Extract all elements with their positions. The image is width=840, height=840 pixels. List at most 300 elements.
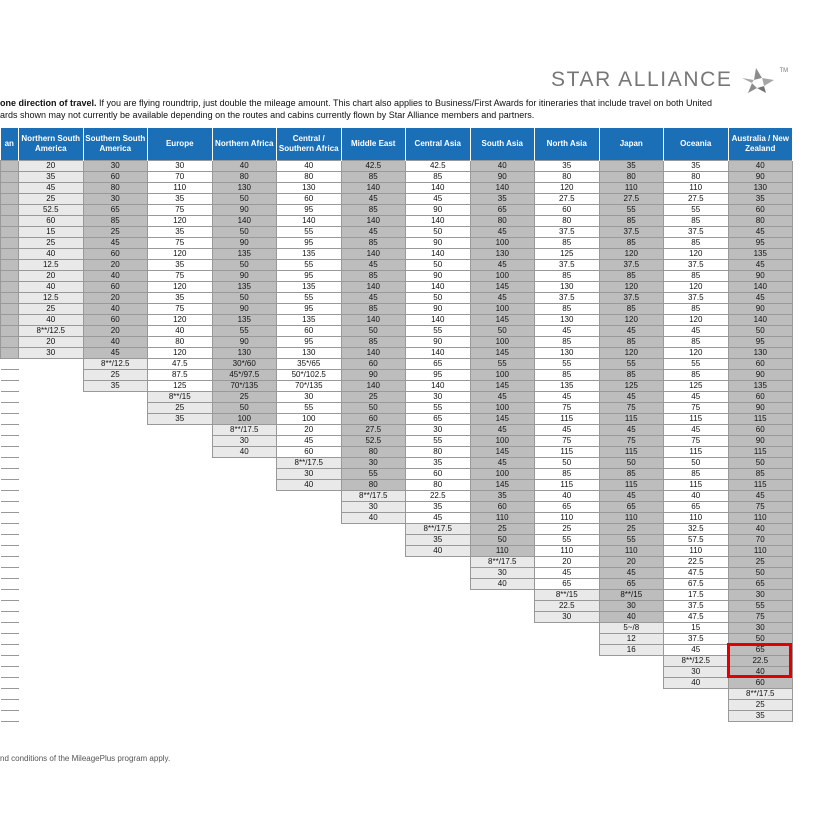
- footer-note: nd conditions of the MileagePlus program apply.: [0, 754, 171, 763]
- table-row: [1, 513, 793, 524]
- table-cell: 55: [212, 326, 277, 337]
- table-cell: 22.5: [664, 557, 729, 568]
- table-row: [1, 667, 793, 678]
- table-cell: 35: [728, 711, 793, 722]
- table-row: [1, 161, 793, 172]
- table-cell: 65: [535, 502, 600, 513]
- table-cell: [212, 667, 277, 678]
- table-cell: 110: [664, 183, 729, 194]
- table-cell: 40: [83, 337, 148, 348]
- table-cell: 120: [148, 216, 213, 227]
- table-cell: 22.5: [535, 601, 600, 612]
- column-header: Northern Africa: [212, 128, 277, 161]
- table-cell: 20: [19, 161, 84, 172]
- table-cell: 65: [406, 414, 471, 425]
- table-cell: 115: [599, 447, 664, 458]
- table-cell: [19, 359, 84, 370]
- table-cell: 65: [470, 205, 535, 216]
- table-cell: [470, 667, 535, 678]
- table-cell: 65: [406, 359, 471, 370]
- table-cell: 15: [664, 623, 729, 634]
- table-cell: 30: [277, 392, 342, 403]
- table-cell: [599, 711, 664, 722]
- table-cell: [83, 557, 148, 568]
- table-cell: 45: [19, 183, 84, 194]
- table-cell: [148, 689, 213, 700]
- table-cell: 110: [664, 546, 729, 557]
- table-cell: 55: [406, 403, 471, 414]
- table-cell: 45: [599, 568, 664, 579]
- table-cell: [148, 557, 213, 568]
- table-row: [1, 172, 793, 183]
- table-cell: 135: [535, 381, 600, 392]
- table-cell: 65: [728, 645, 793, 656]
- table-cell: [148, 436, 213, 447]
- table-cell: [1, 183, 19, 194]
- table-cell: [19, 700, 84, 711]
- table-cell: 120: [664, 282, 729, 293]
- table-cell: [341, 524, 406, 535]
- table-cell: [19, 370, 84, 381]
- table-cell: 80: [341, 480, 406, 491]
- table-cell: 90: [406, 271, 471, 282]
- table-cell: [83, 590, 148, 601]
- table-cell: [277, 513, 342, 524]
- table-row: [1, 293, 793, 304]
- table-cell: 140: [341, 249, 406, 260]
- table-cell: 8**/17.5: [212, 425, 277, 436]
- table-cell: [277, 557, 342, 568]
- table-cell: [148, 425, 213, 436]
- table-cell: 80: [535, 172, 600, 183]
- table-cell: [1, 601, 19, 612]
- table-cell: [406, 700, 471, 711]
- table-cell: 115: [599, 480, 664, 491]
- table-cell: [212, 656, 277, 667]
- table-cell: 55: [535, 535, 600, 546]
- table-cell: 120: [664, 348, 729, 359]
- table-cell: [277, 546, 342, 557]
- table-cell: [83, 469, 148, 480]
- table-cell: 75: [664, 436, 729, 447]
- table-cell: 40: [470, 161, 535, 172]
- table-cell: 40: [19, 315, 84, 326]
- table-cell: 85: [664, 304, 729, 315]
- table-cell: [277, 656, 342, 667]
- table-cell: 60: [83, 172, 148, 183]
- table-cell: [406, 601, 471, 612]
- table-cell: [277, 678, 342, 689]
- table-cell: [277, 601, 342, 612]
- table-row: [1, 227, 793, 238]
- table-cell: [406, 623, 471, 634]
- table-cell: [664, 711, 729, 722]
- table-cell: [341, 546, 406, 557]
- table-cell: [148, 513, 213, 524]
- table-cell: 60: [728, 678, 793, 689]
- table-cell: 90: [341, 370, 406, 381]
- table-cell: [212, 634, 277, 645]
- table-cell: [212, 469, 277, 480]
- table-cell: 100: [470, 436, 535, 447]
- table-cell: [19, 689, 84, 700]
- table-cell: [83, 645, 148, 656]
- table-cell: 30: [728, 590, 793, 601]
- table-cell: 80: [599, 172, 664, 183]
- table-cell: 110: [535, 546, 600, 557]
- table-cell: [212, 579, 277, 590]
- table-cell: 80: [277, 172, 342, 183]
- table-cell: 85: [728, 469, 793, 480]
- table-cell: 140: [341, 282, 406, 293]
- table-cell: 45: [728, 260, 793, 271]
- table-cell: 40: [83, 271, 148, 282]
- table-cell: 60: [728, 205, 793, 216]
- table-row: [1, 249, 793, 260]
- table-cell: 90: [728, 172, 793, 183]
- table-cell: [83, 623, 148, 634]
- table-cell: 60: [277, 194, 342, 205]
- table-cell: 40: [212, 447, 277, 458]
- table-cell: 45: [83, 348, 148, 359]
- table-cell: [277, 491, 342, 502]
- table-cell: 140: [341, 381, 406, 392]
- table-cell: [1, 315, 19, 326]
- table-cell: 80: [83, 183, 148, 194]
- table-cell: 100: [470, 403, 535, 414]
- table-cell: [19, 381, 84, 392]
- table-cell: 12.5: [19, 260, 84, 271]
- table-cell: [277, 502, 342, 513]
- table-row: [1, 689, 793, 700]
- table-cell: [19, 469, 84, 480]
- table-cell: 140: [341, 183, 406, 194]
- table-cell: [406, 590, 471, 601]
- table-cell: 40: [664, 678, 729, 689]
- table-cell: [341, 656, 406, 667]
- table-cell: [83, 425, 148, 436]
- table-row: [1, 326, 793, 337]
- table-cell: 120: [599, 315, 664, 326]
- table-cell: 65: [535, 579, 600, 590]
- table-cell: 90: [728, 304, 793, 315]
- table-cell: 55: [599, 535, 664, 546]
- table-cell: [19, 568, 84, 579]
- table-cell: 50*/102.5: [277, 370, 342, 381]
- table-cell: 20: [19, 271, 84, 282]
- table-cell: 55: [599, 359, 664, 370]
- table-cell: 45: [470, 458, 535, 469]
- table-cell: 80: [728, 216, 793, 227]
- table-cell: [470, 656, 535, 667]
- table-cell: [277, 524, 342, 535]
- table-cell: [470, 678, 535, 689]
- table-cell: 30: [406, 392, 471, 403]
- table-cell: [599, 656, 664, 667]
- table-cell: 110: [664, 513, 729, 524]
- table-cell: [19, 403, 84, 414]
- table-cell: 60: [535, 205, 600, 216]
- table-cell: [1, 502, 19, 513]
- table-cell: [148, 678, 213, 689]
- table-cell: [470, 700, 535, 711]
- table-cell: [277, 667, 342, 678]
- table-cell: 45: [599, 392, 664, 403]
- table-cell: 115: [664, 447, 729, 458]
- table-cell: [83, 667, 148, 678]
- table-cell: 37.5: [664, 227, 729, 238]
- table-cell: [19, 436, 84, 447]
- table-cell: 135: [212, 315, 277, 326]
- table-cell: 125: [535, 249, 600, 260]
- table-cell: 40: [470, 579, 535, 590]
- table-cell: 50: [341, 326, 406, 337]
- table-cell: [83, 403, 148, 414]
- table-cell: [1, 513, 19, 524]
- table-cell: 40: [277, 480, 342, 491]
- table-cell: 30: [535, 612, 600, 623]
- table-cell: 140: [212, 216, 277, 227]
- table-cell: [1, 645, 19, 656]
- table-cell: 30: [19, 348, 84, 359]
- table-row: [1, 183, 793, 194]
- table-cell: 30: [277, 469, 342, 480]
- table-cell: [470, 689, 535, 700]
- table-cell: 87.5: [148, 370, 213, 381]
- table-cell: [19, 711, 84, 722]
- column-header: Japan: [599, 128, 664, 161]
- table-cell: 65: [83, 205, 148, 216]
- table-cell: 55: [277, 260, 342, 271]
- table-cell: 35: [406, 502, 471, 513]
- table-cell: 17.5: [664, 590, 729, 601]
- table-cell: 115: [535, 414, 600, 425]
- table-cell: 20: [83, 293, 148, 304]
- table-cell: 90: [728, 271, 793, 282]
- table-cell: 37.5: [664, 601, 729, 612]
- table-cell: 120: [664, 315, 729, 326]
- table-cell: 90: [470, 172, 535, 183]
- table-cell: 45: [535, 568, 600, 579]
- table-cell: 45: [599, 326, 664, 337]
- table-cell: [148, 711, 213, 722]
- table-cell: 50: [728, 568, 793, 579]
- table-cell: 80: [470, 216, 535, 227]
- table-cell: 40: [406, 546, 471, 557]
- table-cell: 85: [341, 205, 406, 216]
- table-cell: [83, 700, 148, 711]
- table-cell: [1, 689, 19, 700]
- table-cell: 35: [470, 491, 535, 502]
- table-cell: 100: [470, 304, 535, 315]
- table-cell: [1, 546, 19, 557]
- table-cell: 42.5: [341, 161, 406, 172]
- table-cell: 30: [664, 667, 729, 678]
- table-cell: 37.5: [535, 227, 600, 238]
- table-cell: [19, 414, 84, 425]
- table-cell: 100: [470, 337, 535, 348]
- table-cell: [470, 623, 535, 634]
- table-cell: 35: [406, 535, 471, 546]
- table-cell: [148, 612, 213, 623]
- table-cell: 8**/12.5: [19, 326, 84, 337]
- table-cell: [1, 568, 19, 579]
- table-cell: 75: [664, 403, 729, 414]
- table-cell: [83, 656, 148, 667]
- table-cell: 85: [341, 337, 406, 348]
- table-cell: 40: [599, 612, 664, 623]
- table-cell: 35: [148, 260, 213, 271]
- table-cell: [1, 414, 19, 425]
- award-chart-table: [0, 128, 793, 722]
- table-cell: 85: [664, 271, 729, 282]
- table-cell: 60: [19, 216, 84, 227]
- table-row: [1, 678, 793, 689]
- table-cell: 20: [535, 557, 600, 568]
- table-row: [1, 403, 793, 414]
- table-cell: [406, 568, 471, 579]
- table-cell: 55: [277, 403, 342, 414]
- table-cell: [277, 689, 342, 700]
- table-cell: 85: [535, 238, 600, 249]
- table-cell: [83, 568, 148, 579]
- table-cell: [1, 458, 19, 469]
- table-cell: [470, 612, 535, 623]
- table-cell: [148, 645, 213, 656]
- table-cell: 20: [277, 425, 342, 436]
- table-cell: 120: [148, 282, 213, 293]
- table-cell: 85: [535, 337, 600, 348]
- table-cell: 75: [148, 271, 213, 282]
- table-cell: [19, 590, 84, 601]
- table-cell: 75: [728, 612, 793, 623]
- table-cell: [148, 458, 213, 469]
- table-cell: [341, 645, 406, 656]
- table-cell: 30: [212, 436, 277, 447]
- table-cell: 32.5: [664, 524, 729, 535]
- table-cell: 140: [341, 216, 406, 227]
- table-cell: 8**/17.5: [470, 557, 535, 568]
- table-cell: 45: [470, 260, 535, 271]
- table-cell: 140: [406, 348, 471, 359]
- table-cell: 37.5: [664, 634, 729, 645]
- table-cell: [1, 535, 19, 546]
- table-cell: 50: [406, 260, 471, 271]
- table-cell: [1, 172, 19, 183]
- table-cell: [406, 557, 471, 568]
- table-cell: [19, 535, 84, 546]
- table-cell: 75: [148, 304, 213, 315]
- table-cell: [83, 480, 148, 491]
- table-cell: [1, 381, 19, 392]
- table-cell: 85: [664, 337, 729, 348]
- table-cell: 50: [728, 458, 793, 469]
- table-cell: 8**/15: [148, 392, 213, 403]
- table-cell: [83, 392, 148, 403]
- table-cell: 60: [406, 469, 471, 480]
- table-cell: [406, 612, 471, 623]
- table-cell: 35: [148, 293, 213, 304]
- table-cell: 85: [664, 469, 729, 480]
- table-cell: 140: [406, 216, 471, 227]
- table-cell: [341, 667, 406, 678]
- table-cell: [212, 645, 277, 656]
- table-cell: 55: [664, 359, 729, 370]
- table-cell: [406, 689, 471, 700]
- table-cell: [535, 678, 600, 689]
- table-cell: 37.5: [664, 293, 729, 304]
- table-cell: [83, 601, 148, 612]
- table-cell: [19, 546, 84, 557]
- table-cell: [1, 403, 19, 414]
- table-row: [1, 260, 793, 271]
- table-row: [1, 381, 793, 392]
- table-cell: 45: [341, 194, 406, 205]
- table-cell: 22.5: [406, 491, 471, 502]
- table-cell: 30: [148, 161, 213, 172]
- table-cell: 50: [212, 194, 277, 205]
- table-cell: [535, 634, 600, 645]
- table-cell: [83, 458, 148, 469]
- table-cell: 40: [19, 282, 84, 293]
- table-cell: 60: [341, 414, 406, 425]
- table-cell: [1, 436, 19, 447]
- table-cell: [341, 579, 406, 590]
- table-cell: [599, 700, 664, 711]
- table-cell: [277, 645, 342, 656]
- table-cell: 55: [277, 227, 342, 238]
- table-cell: 135: [728, 381, 793, 392]
- table-cell: [1, 227, 19, 238]
- table-cell: 30: [470, 568, 535, 579]
- table-cell: [599, 689, 664, 700]
- table-cell: 90: [212, 304, 277, 315]
- table-cell: [470, 634, 535, 645]
- table-cell: 45: [470, 293, 535, 304]
- table-cell: 85: [83, 216, 148, 227]
- table-cell: 60: [83, 315, 148, 326]
- table-cell: [212, 524, 277, 535]
- table-cell: [341, 612, 406, 623]
- table-cell: [148, 447, 213, 458]
- table-cell: [1, 469, 19, 480]
- table-cell: 125: [148, 381, 213, 392]
- table-cell: [148, 634, 213, 645]
- column-header: Europe: [148, 128, 213, 161]
- table-row: [1, 194, 793, 205]
- table-cell: 100: [470, 238, 535, 249]
- table-cell: 80: [406, 480, 471, 491]
- table-cell: 45: [470, 227, 535, 238]
- table-cell: 55: [728, 601, 793, 612]
- table-cell: 135: [728, 249, 793, 260]
- table-cell: 47.5: [664, 568, 729, 579]
- table-row: [1, 359, 793, 370]
- table-cell: [212, 700, 277, 711]
- table-cell: 37.5: [535, 293, 600, 304]
- table-cell: [212, 491, 277, 502]
- table-cell: 50: [728, 634, 793, 645]
- table-cell: [406, 634, 471, 645]
- table-cell: 40: [535, 491, 600, 502]
- table-row: [1, 447, 793, 458]
- table-cell: [19, 557, 84, 568]
- table-cell: 50: [470, 326, 535, 337]
- table-cell: 130: [728, 348, 793, 359]
- table-cell: [277, 568, 342, 579]
- table-cell: 60: [728, 392, 793, 403]
- table-cell: [212, 623, 277, 634]
